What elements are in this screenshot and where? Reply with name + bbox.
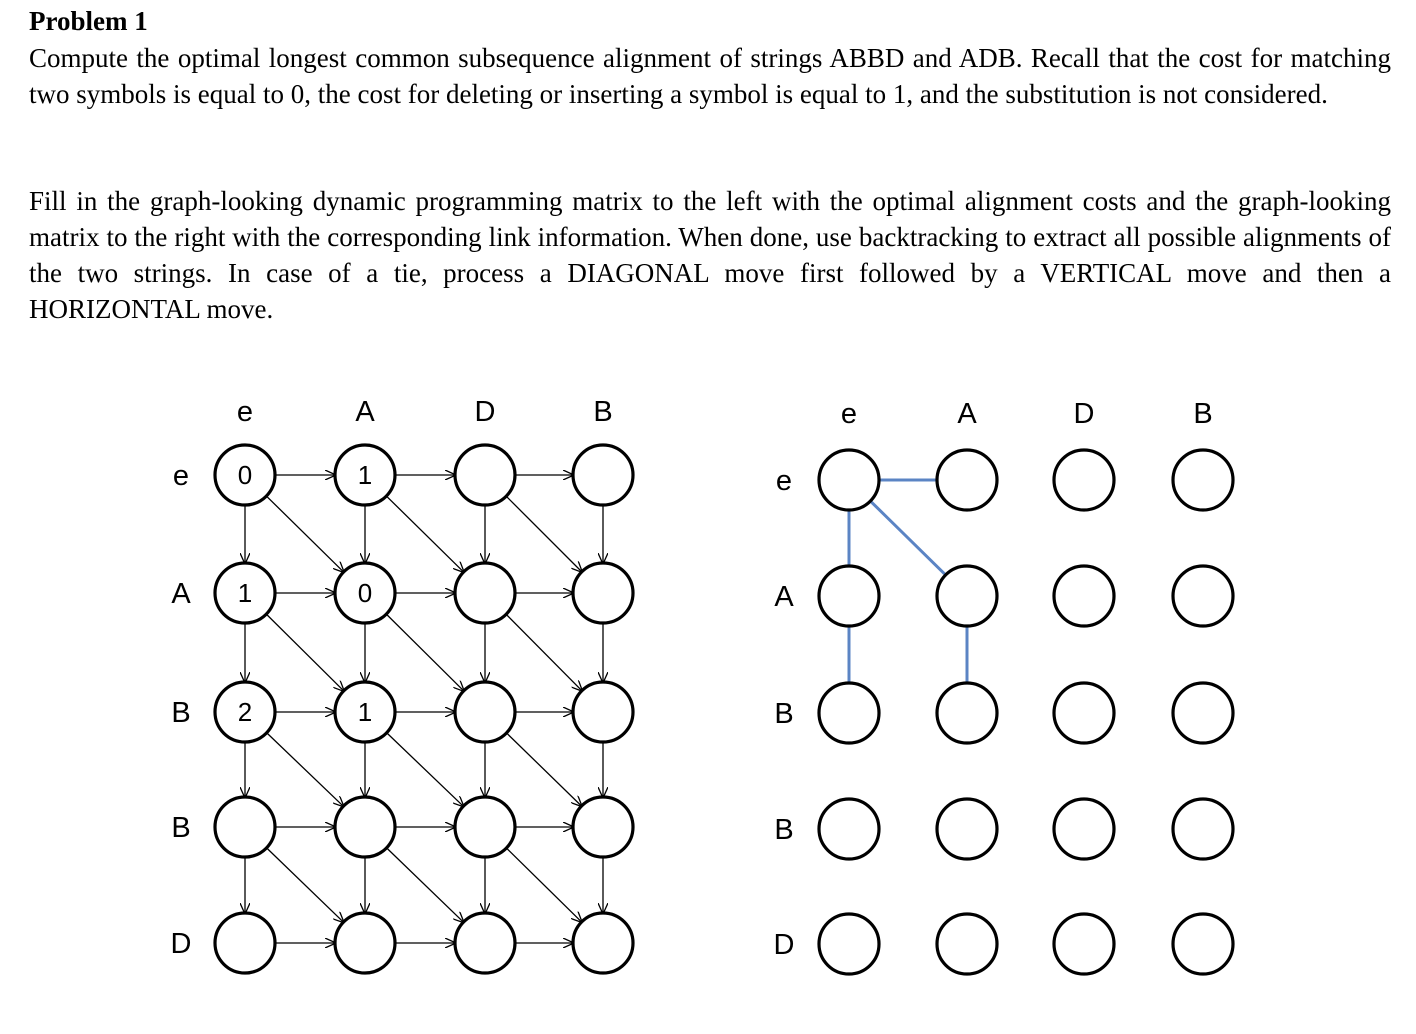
cost-value: 1 (237, 578, 253, 608)
cost-node[interactable] (573, 797, 633, 857)
link-matrix (774, 398, 1233, 974)
row-label: B (774, 814, 794, 846)
link-node[interactable] (1054, 566, 1114, 626)
diagonal-link (870, 501, 945, 575)
link-node[interactable] (819, 914, 879, 974)
link-node[interactable] (937, 450, 997, 510)
cost-value: 0 (237, 460, 253, 490)
cost-node[interactable] (455, 682, 515, 742)
link-node[interactable] (937, 566, 997, 626)
diagonal-edge (506, 733, 582, 807)
link-node[interactable] (1173, 683, 1233, 743)
column-label: B (593, 396, 613, 428)
cost-node[interactable] (335, 913, 395, 973)
diagonal-edge (386, 614, 464, 691)
row-label: B (774, 698, 794, 730)
cost-node[interactable] (215, 913, 275, 973)
diagonal-edge (506, 496, 582, 572)
row-label: D (773, 929, 795, 961)
column-label: B (1193, 398, 1213, 430)
row-label: B (171, 812, 191, 844)
link-node[interactable] (937, 914, 997, 974)
row-label: e (775, 465, 793, 497)
row-label: A (171, 578, 191, 610)
diagonal-edge (506, 614, 582, 691)
cost-node[interactable] (573, 445, 633, 505)
column-label: A (957, 398, 977, 430)
cost-node[interactable] (455, 445, 515, 505)
diagonal-edge (387, 733, 464, 807)
cost-value: 1 (357, 697, 373, 727)
diagonal-edge (387, 848, 465, 923)
diagonal-edge (267, 848, 345, 923)
diagonal-edge (266, 496, 344, 573)
diagonal-edge (267, 733, 344, 807)
link-node[interactable] (819, 450, 879, 510)
row-label: D (170, 928, 192, 960)
link-node[interactable] (1054, 450, 1114, 510)
link-node[interactable] (819, 566, 879, 626)
cost-node[interactable] (573, 682, 633, 742)
link-node[interactable] (1054, 914, 1114, 974)
column-label: e (236, 396, 254, 428)
link-node[interactable] (1173, 914, 1233, 974)
diagonal-edge (266, 614, 344, 691)
cost-node[interactable] (215, 797, 275, 857)
link-node[interactable] (1173, 566, 1233, 626)
link-node[interactable] (937, 683, 997, 743)
link-node[interactable] (1173, 799, 1233, 859)
cost-node[interactable] (455, 797, 515, 857)
diagonal-edge (506, 848, 582, 923)
cost-value: 1 (357, 460, 373, 490)
column-label: D (1073, 398, 1095, 430)
cost-node[interactable] (335, 797, 395, 857)
column-label: e (840, 398, 858, 430)
cost-node[interactable] (455, 913, 515, 973)
cost-value: 2 (237, 697, 253, 727)
link-node[interactable] (819, 799, 879, 859)
problem-instructions: Fill in the graph-looking dynamic programming matrix to the left with the optimal alignment costs and the graph-looking matrix to the right with the corresponding link information. When done, use backtracking to extract all possible alignments of the two strings. In case of a tie, process a DIAGONAL move first followed by a VERTICAL move and then a HORIZONTAL move. (29, 186, 1391, 324)
link-node[interactable] (1173, 450, 1233, 510)
row-label: A (774, 581, 794, 613)
link-node[interactable] (1054, 799, 1114, 859)
link-node[interactable] (937, 799, 997, 859)
row-label: B (171, 697, 191, 729)
cost-value: 0 (357, 578, 373, 608)
diagonal-edge (386, 496, 464, 573)
column-label: A (355, 396, 375, 428)
problem-statement: Compute the optimal longest common subsequence alignment of strings ABBD and ADB. Recall that the cost for matching two symbols is equal to 0, the cost for deleting or inserting a symbol is equal to 1, and the substitution is not considered. (29, 43, 1391, 109)
cost-node[interactable] (455, 563, 515, 623)
cost-node[interactable] (573, 563, 633, 623)
cost-node[interactable] (573, 913, 633, 973)
link-node[interactable] (1054, 683, 1114, 743)
row-label: e (172, 460, 190, 492)
column-label: D (474, 396, 496, 428)
cost-matrix (171, 396, 633, 973)
link-node[interactable] (819, 683, 879, 743)
problem-title: Problem 1 (29, 6, 148, 36)
